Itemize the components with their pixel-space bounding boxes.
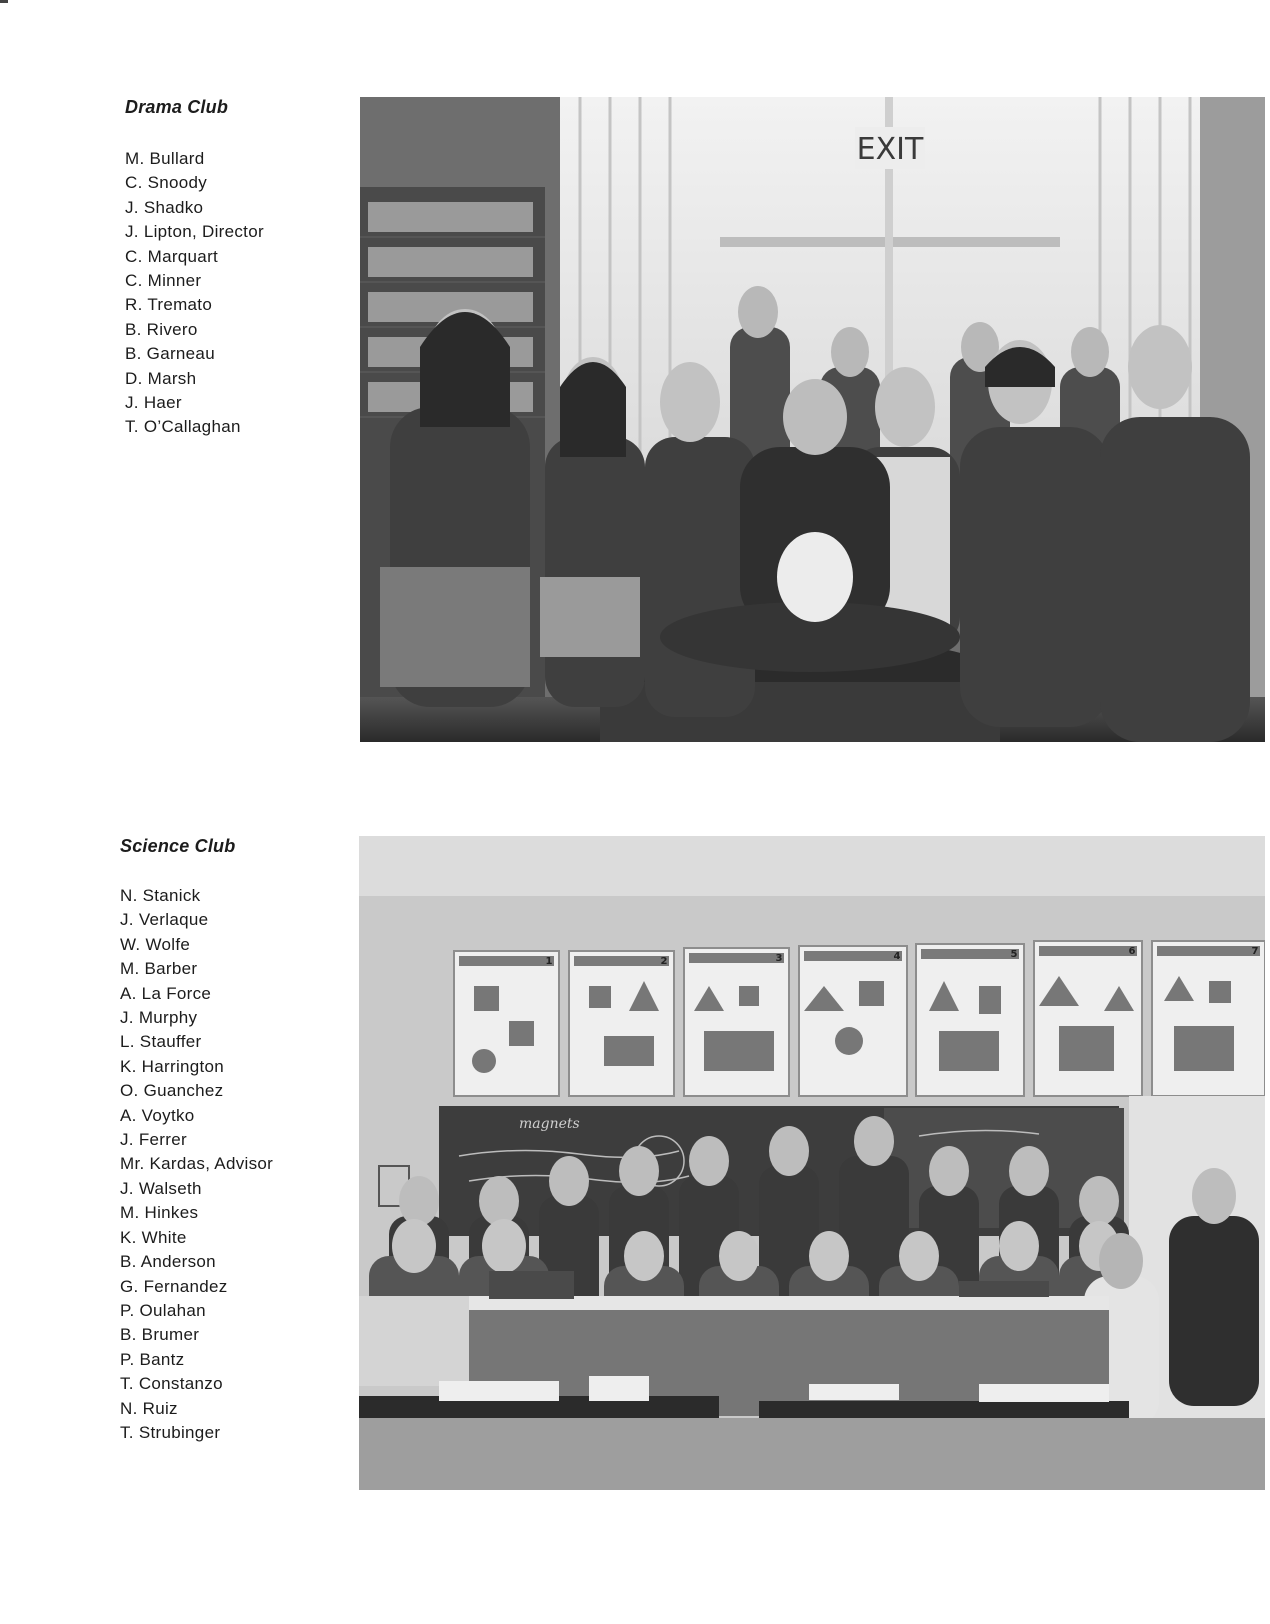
- exit-sign-text: EXIT: [856, 132, 924, 167]
- chart-number: 1: [545, 956, 553, 967]
- roster-name: J. Murphy: [120, 1008, 198, 1028]
- roster-name: J. Shadko: [125, 197, 204, 217]
- roster-name: T. O’Callaghan: [125, 417, 241, 437]
- roster-name: B. Rivero: [125, 319, 198, 339]
- chalkboard-word: magnets: [519, 1116, 580, 1132]
- roster-name: J. Walseth: [120, 1178, 202, 1198]
- roster-name: N. Ruiz: [120, 1398, 178, 1418]
- roster-name: P. Oulahan: [120, 1300, 206, 1320]
- roster-name: M. Barber: [120, 959, 198, 979]
- roster-name: C. Marquart: [125, 246, 219, 266]
- chart-number: 7: [1251, 946, 1259, 957]
- drama-club-roster: [125, 147, 264, 440]
- roster-name: R. Tremato: [125, 295, 213, 315]
- page-corner-mark: [0, 0, 8, 3]
- chart-number: 4: [893, 951, 901, 962]
- roster-name: T. Strubinger: [120, 1422, 221, 1442]
- roster-name: L. Stauffer: [120, 1032, 202, 1052]
- roster-name: C. Minner: [125, 271, 202, 291]
- science-club-title: Science Club: [120, 836, 236, 856]
- roster-name: G. Fernandez: [120, 1276, 228, 1296]
- roster-name: A. Voytko: [120, 1105, 195, 1125]
- chart-number: 5: [1010, 949, 1018, 960]
- science-club-roster: [120, 884, 273, 1445]
- roster-name: N. Stanick: [120, 886, 201, 905]
- roster-name: B. Brumer: [120, 1325, 200, 1345]
- roster-name: J. Haer: [125, 393, 182, 413]
- roster-name: B. Garneau: [125, 344, 215, 364]
- roster-name: O. Guanchez: [120, 1081, 224, 1101]
- roster-name: J. Ferrer: [120, 1130, 187, 1150]
- drama-club-title: Drama Club: [125, 97, 229, 117]
- chart-number: 6: [1128, 946, 1136, 957]
- chart-number: 2: [660, 956, 668, 967]
- roster-name: J. Lipton, Director: [125, 222, 264, 242]
- roster-name: M. Bullard: [125, 149, 205, 168]
- roster-name: J. Verlaque: [120, 910, 209, 930]
- chart-number: 3: [775, 953, 783, 964]
- roster-name: T. Constanzo: [120, 1374, 223, 1394]
- roster-name: W. Wolfe: [120, 934, 191, 954]
- roster-name: B. Anderson: [120, 1252, 216, 1272]
- drama-club-photo: [360, 97, 1265, 742]
- roster-name: Mr. Kardas, Advisor: [120, 1154, 274, 1174]
- roster-name: A. La Force: [120, 983, 212, 1003]
- roster-name: K. White: [120, 1227, 187, 1247]
- roster-name: P. Bantz: [120, 1349, 185, 1369]
- science-club-photo: [359, 836, 1265, 1490]
- roster-name: D. Marsh: [125, 368, 197, 388]
- roster-name: M. Hinkes: [120, 1203, 199, 1223]
- roster-name: C. Snoody: [125, 173, 208, 193]
- roster-name: K. Harrington: [120, 1056, 225, 1076]
